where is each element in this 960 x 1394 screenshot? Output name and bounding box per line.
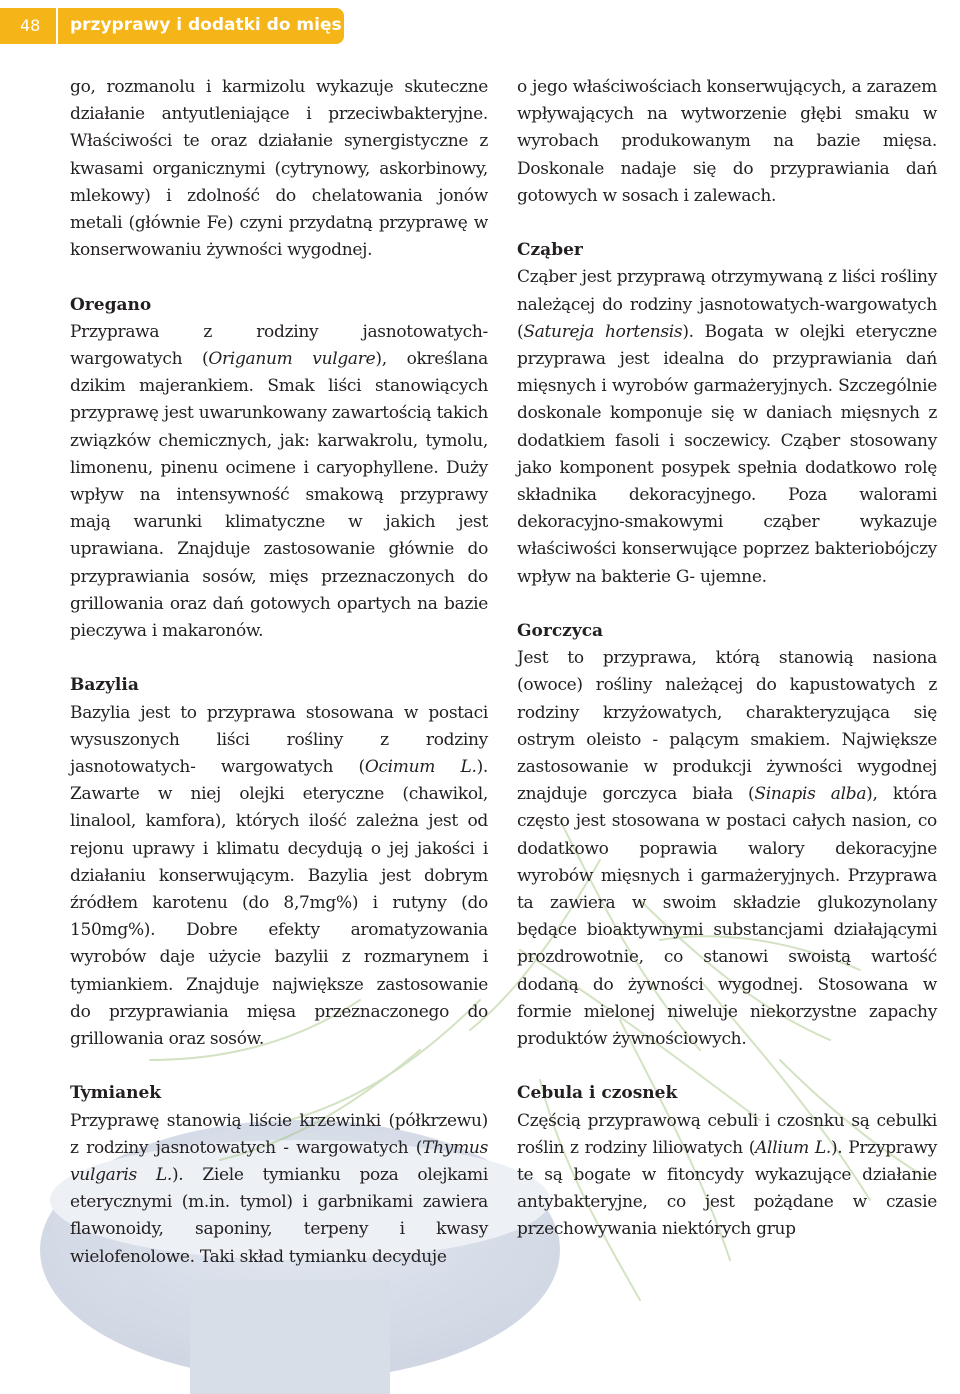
page-number: 48 — [20, 16, 41, 35]
right-intro-paragraph: o jego właściwościach konserwujących, a zarazem wpływających na wytworzenie głębi smaku w wyrobach produkowanym na bazie mięsa. Doskonale nadaje się do przyprawiania dań gotowych w sosach i zalewach. — [517, 77, 937, 206]
section-heading-bazylia: Bazylia — [70, 675, 139, 696]
section-heading-gorczyca: Gorczyca — [517, 621, 604, 642]
czaber-paragraph: Cząber jest przyprawą otrzymywaną z liści rośliny należącej do rodziny jasnotowatych-wargowatych (Satureja hortensis). Bogata w olejki eteryczne przyprawa jest idealna do przyprawiania dań mięsnych i wyrobów garmażeryjnych. Szczególnie doskonale komponuje się w daniach mięsnych z dodatkiem fasoli i soczewicy. Cząber stosowany jako komponent posypek spełnia dodatkowo rolę składnika dekoracyjnego. Poza walorami dekoracyjno-smakowymi cząber wykazuje właściwości konserwujące poprzez bakteriobójczy wpływ na bakterie G- ujemne. — [517, 267, 937, 587]
section-heading-czaber: Cząber — [517, 240, 583, 261]
header-divider — [56, 8, 58, 44]
bazylia-paragraph: Bazylia jest to przyprawa stosowana w postaci wysuszonych liści rośliny z rodziny jasnotowatych- wargowatych (Ocimum L.). Zawarte w niej olejki eteryczne (chawikol, linalool, kamfora), których ilość zależna jest od rejonu uprawy i klimatu decydują o jej jakości i działaniu konserwującym. Bazylia jest dobrym źródłem karotenu (do 8,7mg%) i rutyny (do 150mg%). Dobre efekty aromatyzowania wyrobów daje użycie bazylii z rozmarynem i tymiankiem. Znajduje największe zastosowanie do przyprawiania mięsa przeznaczonego do grillowania oraz sosów. — [70, 702, 488, 1050]
latin-name: Allium L. — [755, 1137, 831, 1158]
latin-name: Sinapis alba — [754, 784, 867, 805]
gorczyca-paragraph: Jest to przyprawa, którą stanowią nasiona (owoce) rośliny należącej do kapustowatych z rodziny krzyżowatych, charakteryzująca się ostrym oleisto - palącym smakiem. Największe zastosowanie w produkcji żywności wygodnej znajduje gorczyca biała (Sinapis alba), która często jest stosowana w postaci całych nasion, co dodatkowo poprawia walory dekoracyjne wyrobów mięsnych i garmażeryjnych. Przyprawa ta zawiera w swoim składzie glukozynolany będące bioaktywnymi substancjami działającymi prozdrowotnie, co stanowi swoistą wartość dodaną do żywności wygodnej. Stosowana w formie mielonej niweluje niekorzystne zapachy produktów żywnościowych. — [517, 648, 938, 1050]
tymianek-paragraph: Przyprawę stanowią liście krzewinki (półkrzewu) z rodziny jasnotowatych - wargowatych (Thymus vulgaris L.). Ziele tymianku poza olejkami eterycznymi (m.in. tymol) i garbnikami zawiera flawonoidy, saponiny, terpeny i kwasy wielofenolowe. Taki skład tymianku decyduje — [70, 1110, 488, 1267]
latin-name: Ocimum L. — [364, 757, 477, 778]
latin-name: Thymus vulgaris L. — [70, 1137, 488, 1186]
page-header-bar — [0, 8, 344, 44]
left-intro-paragraph: go, rozmanolu i karmizolu wykazuje skuteczne działanie antyutleniające i przeciwbakteryjne. Właściwości te oraz działanie synergistyczne z kwasami organicznymi (cytrynowy, askorbinowy, mlekowy) i zdolność do chelatowania jonów metali (głównie Fe) czyni przydatną przyprawę w konserwowaniu żywności wygodnej. — [70, 77, 488, 261]
oregano-paragraph: Przyprawa z rodziny jasnotowatych- wargowatych (Origanum vulgare), określana dzikim majerankiem. Smak liści stanowiących przyprawę jest uwarunkowany zawartością takich związków chemicznych, jak: karwakrolu, tymolu, limonenu, pinenu ocimene i caryophyllene. Duży wpływ na intensywność smakową przyprawy mają warunki klimatyczne w jakich jest uprawiana. Znajduje zastosowanie głównie do przyprawiania sosów, mięs przeznaczonych do grillowania oraz dań gotowych opartych na bazie pieczywa i makaronów. — [70, 321, 488, 642]
left-column — [70, 74, 488, 1271]
latin-name: Origanum vulgare — [208, 349, 376, 370]
right-column — [517, 74, 937, 1244]
latin-name: Satureja hortensis — [523, 321, 683, 342]
section-heading-oregano: Oregano — [70, 294, 152, 315]
cebula-paragraph: Częścią przyprawową cebuli i czosnku są cebulki roślin z rodziny liliowatych (Allium L.). Przyprawy te są bogate w fitoncydy wykazujące działanie antybakteryjne, co jest pożądane w czasie przechowywania niektórych grup — [517, 1110, 937, 1240]
chapter-title: przyprawy i dodatki do mięs — [70, 15, 342, 35]
section-heading-cebula-czosnek: Cebula i czosnek — [517, 1083, 678, 1104]
section-heading-tymianek: Tymianek — [70, 1083, 162, 1104]
